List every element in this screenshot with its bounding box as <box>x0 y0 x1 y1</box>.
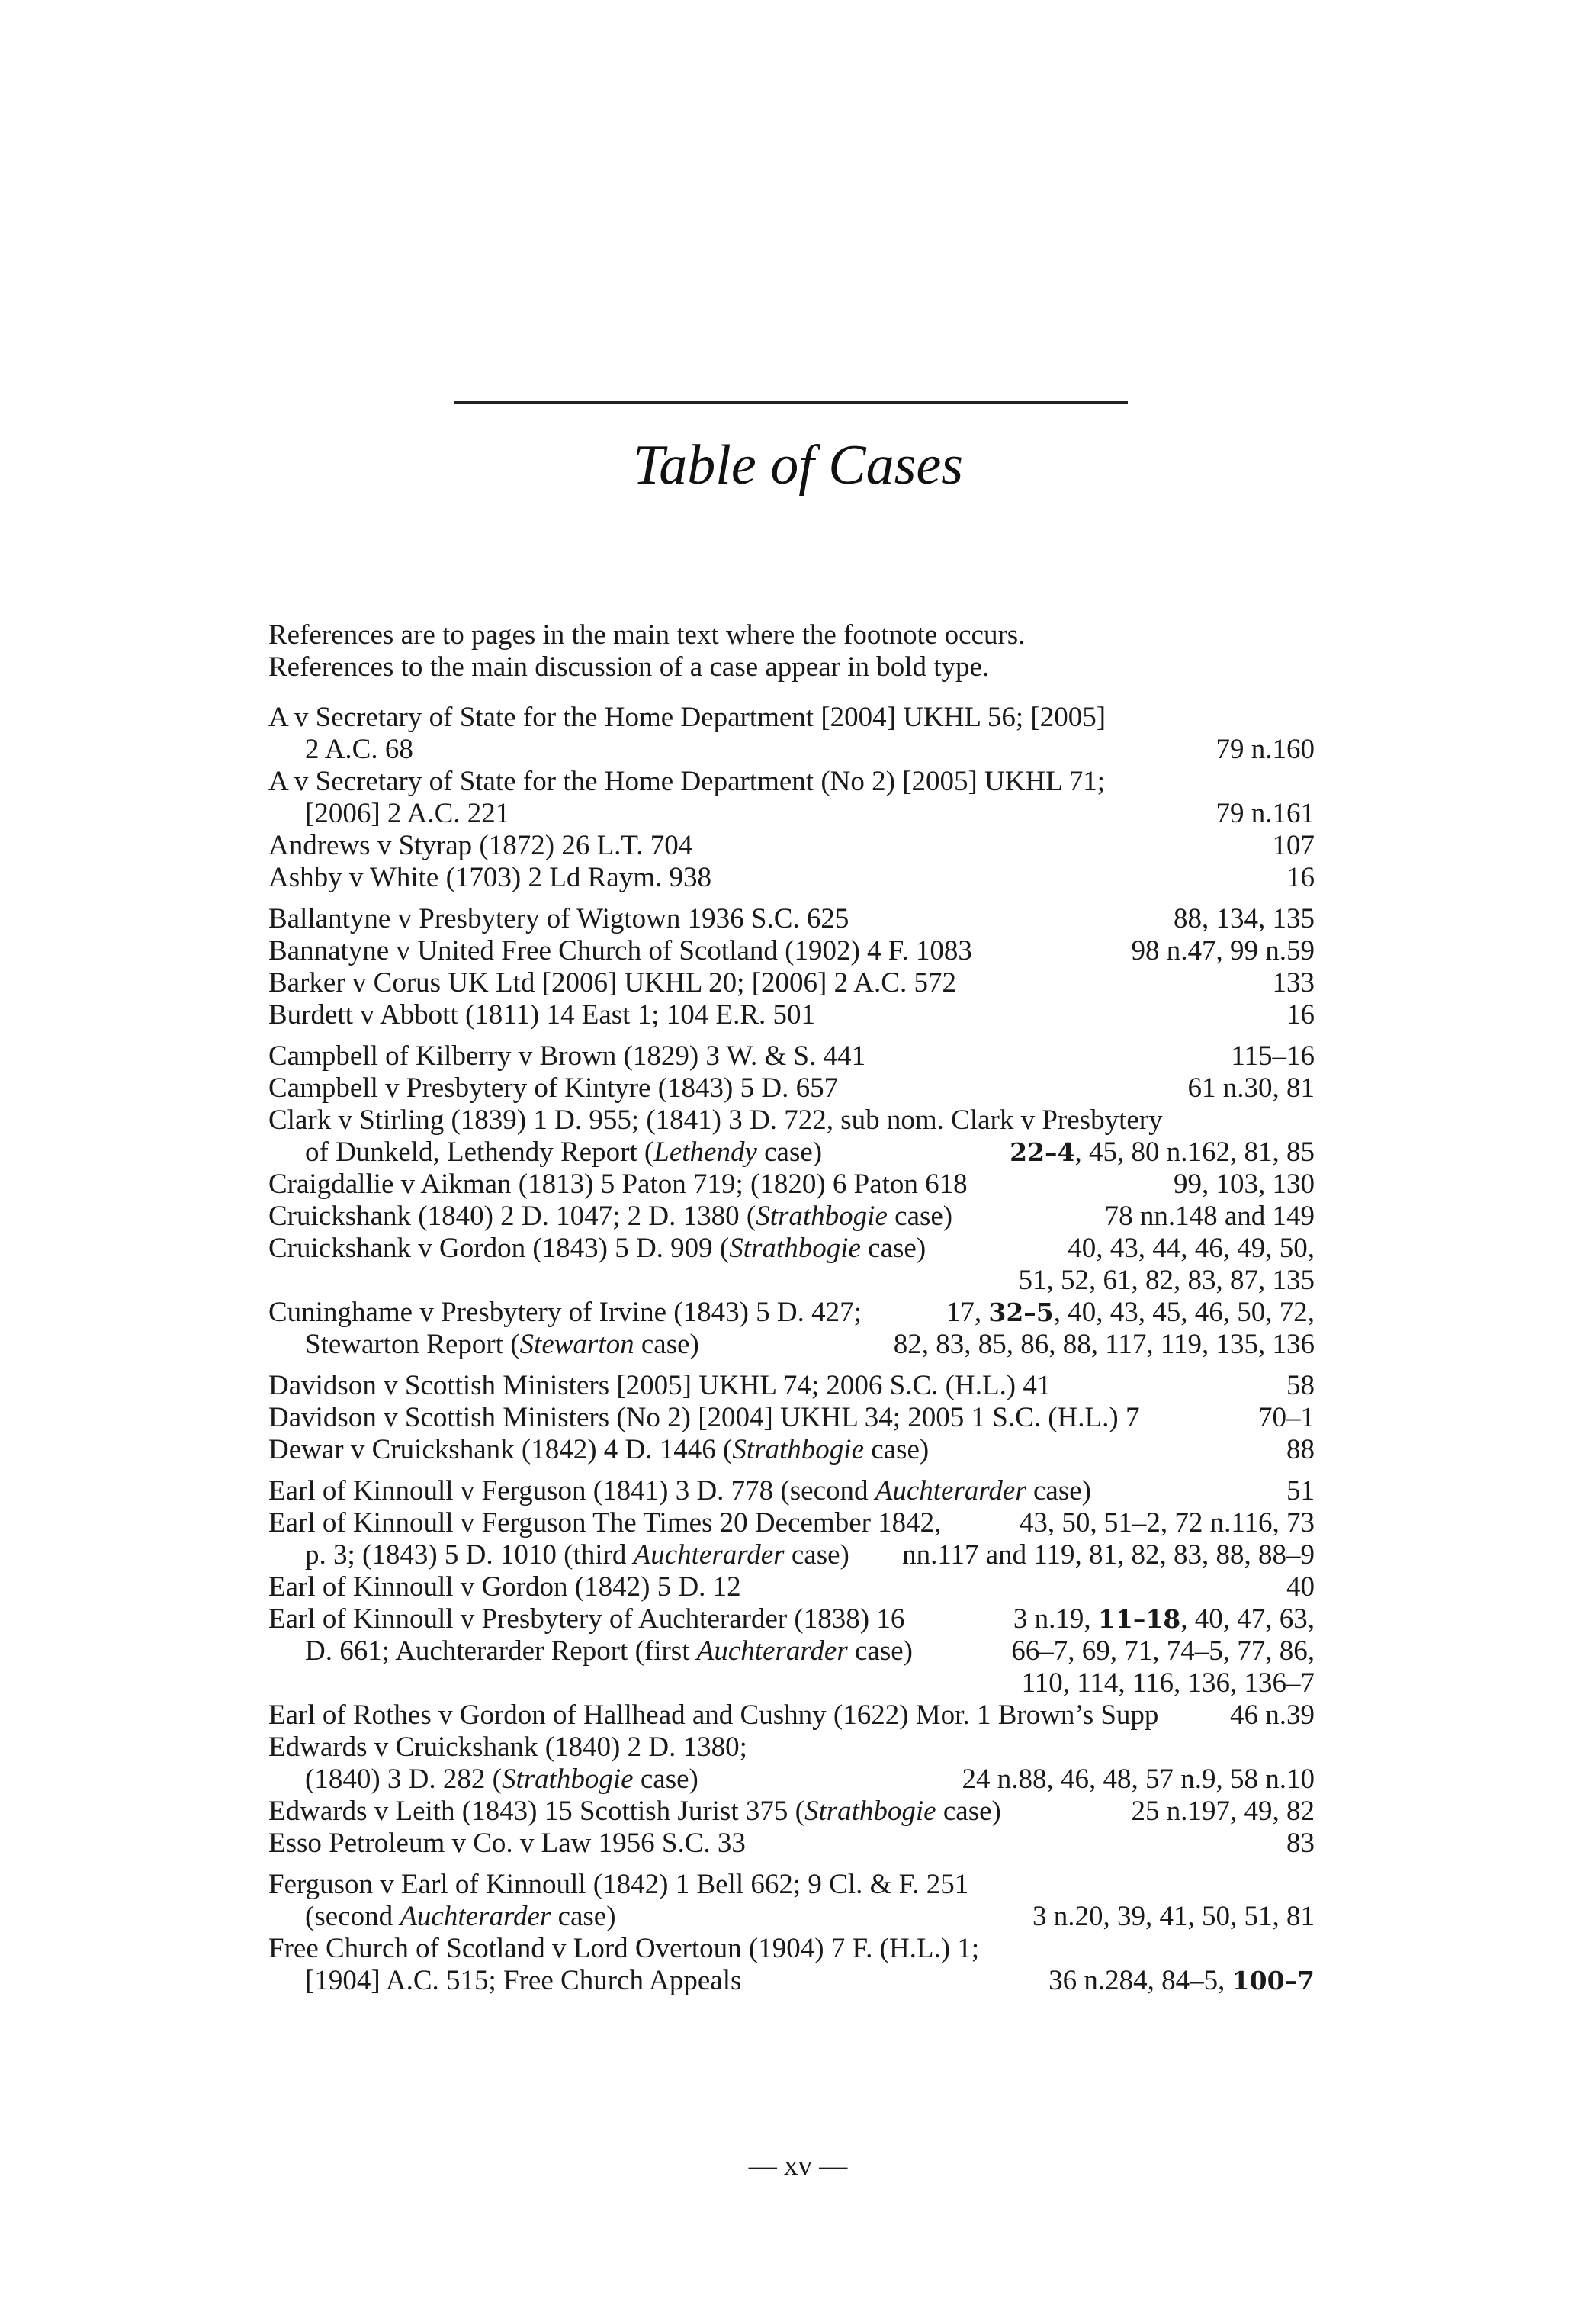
case-entry <box>268 999 1315 1031</box>
case-entry-continuation <box>268 798 1315 830</box>
case-citation: Earl of Kinnoull v Presbytery of Auchterarder (1838) 16 <box>268 1603 905 1635</box>
case-citation: Ashby v White (1703) 2 Ld Raym. 938 <box>268 862 711 893</box>
page-references: 40, 43, 44, 46, 49, 50, <box>1068 1233 1315 1264</box>
case-citation: Craigdallie v Aikman (1813) 5 Paton 719; (1820) 6 Paton 618 <box>268 1169 968 1200</box>
case-citation: Free Church of Scotland v Lord Overtoun (1904) 7 F. (H.L.) 1; <box>268 1933 980 1964</box>
case-citation: 2 A.C. 68 <box>305 734 413 765</box>
case-entry <box>268 903 1315 935</box>
case-entry-continuation <box>268 1539 1315 1571</box>
case-entry <box>268 1402 1315 1434</box>
case-citation: Campbell of Kilberry v Brown (1829) 3 W. & S. 441 <box>268 1040 866 1072</box>
case-entry-continuation <box>268 1635 1315 1667</box>
page-references: 17, 32–5, 40, 43, 45, 46, 50, 72, <box>946 1297 1315 1328</box>
case-entry <box>268 1869 1315 1901</box>
case-entry <box>268 1699 1315 1731</box>
case-entry <box>268 1265 1315 1297</box>
page-references: 107 <box>1272 830 1315 861</box>
case-entry <box>268 830 1315 862</box>
page-references: 110, 114, 116, 136, 136–7 <box>1021 1667 1315 1699</box>
page-references: 79 n.160 <box>1215 734 1315 765</box>
case-entry <box>268 1434 1315 1466</box>
page-references: 40 <box>1286 1571 1315 1603</box>
page-references: 36 n.284, 84–5, 100–7 <box>1048 1965 1315 1996</box>
case-citation: Edwards v Leith (1843) 15 Scottish Jurist 375 (Strathbogie case) <box>268 1796 1001 1827</box>
case-citation: Davidson v Scottish Ministers [2005] UKHL 74; 2006 S.C. (H.L.) 41 <box>268 1370 1052 1401</box>
case-citation: Bannatyne v United Free Church of Scotland (1902) 4 F. 1083 <box>268 935 972 966</box>
case-entry <box>268 1169 1315 1201</box>
page-references: 88 <box>1286 1434 1315 1465</box>
page-references: 3 n.19, 11–18, 40, 47, 63, <box>1013 1603 1315 1635</box>
case-entry <box>268 702 1315 734</box>
case-citation: Esso Petroleum v Co. v Law 1956 S.C. 33 <box>268 1828 746 1859</box>
group-spacer <box>268 1031 1315 1040</box>
case-citation: Cuninghame v Presbytery of Irvine (1843) 5 D. 427; <box>268 1297 862 1328</box>
group-spacer <box>268 1860 1315 1869</box>
case-citation: Stewarton Report (Stewarton case) <box>305 1329 699 1360</box>
case-entry <box>268 935 1315 967</box>
page-references: nn.117 and 119, 81, 82, 83, 88, 88–9 <box>902 1539 1315 1571</box>
case-citation: [2006] 2 A.C. 221 <box>305 798 510 829</box>
case-entry <box>268 1796 1315 1828</box>
case-citation: A v Secretary of State for the Home Department [2004] UKHL 56; [2005] <box>268 702 1106 733</box>
case-entry <box>268 1370 1315 1402</box>
case-citation: Ferguson v Earl of Kinnoull (1842) 1 Bell 662; 9 Cl. & F. 251 <box>268 1869 969 1900</box>
page-references: 98 n.47, 99 n.59 <box>1131 935 1315 966</box>
case-entry <box>268 1507 1315 1539</box>
intro-note <box>268 619 1328 683</box>
page-references: 61 n.30, 81 <box>1187 1072 1315 1104</box>
case-citation: A v Secretary of State for the Home Department (No 2) [2005] UKHL 71; <box>268 766 1106 797</box>
page-references: 22–4, 45, 80 n.162, 81, 85 <box>1010 1137 1315 1168</box>
case-entry <box>268 1072 1315 1104</box>
case-entry-continuation <box>268 1901 1315 1933</box>
page-references: 46 n.39 <box>1230 1699 1315 1731</box>
title-rule <box>454 401 1128 404</box>
page-references: 133 <box>1272 967 1315 998</box>
case-entry <box>268 1933 1315 1965</box>
page-references: 115–16 <box>1231 1040 1315 1072</box>
case-entry-continuation <box>268 1764 1315 1796</box>
group-spacer <box>268 894 1315 903</box>
page-references: 78 nn.148 and 149 <box>1104 1201 1315 1232</box>
page-references: 43, 50, 51–2, 72 n.116, 73 <box>1019 1507 1315 1539</box>
case-entry <box>268 1104 1315 1137</box>
page-references: 83 <box>1286 1828 1315 1859</box>
case-citation: Edwards v Cruickshank (1840) 2 D. 1380; <box>268 1731 747 1763</box>
case-citation: Earl of Kinnoull v Gordon (1842) 5 D. 12 <box>268 1571 741 1603</box>
case-citation: Earl of Kinnoull v Ferguson The Times 20 December 1842, <box>268 1507 942 1539</box>
case-entry <box>268 1571 1315 1603</box>
case-entry <box>268 1475 1315 1507</box>
case-entry-continuation <box>268 1965 1315 1997</box>
case-citation: Ballantyne v Presbytery of Wigtown 1936 S.C. 625 <box>268 903 849 934</box>
case-entry <box>268 1603 1315 1635</box>
case-entry <box>268 1201 1315 1233</box>
case-citation: Cruickshank v Gordon (1843) 5 D. 909 (Strathbogie case) <box>268 1233 926 1264</box>
case-entry <box>268 862 1315 894</box>
case-list <box>268 702 1315 1997</box>
page-references: 99, 103, 130 <box>1174 1169 1315 1200</box>
case-citation: Clark v Stirling (1839) 1 D. 955; (1841) 3 D. 722, sub nom. Clark v Presbytery <box>268 1104 1163 1136</box>
case-citation: Davidson v Scottish Ministers (No 2) [2004] UKHL 34; 2005 1 S.C. (H.L.) 7 <box>268 1402 1140 1433</box>
case-citation: Earl of Rothes v Gordon of Hallhead and Cushny (1622) Mor. 1 Brown’s Supp <box>268 1699 1159 1731</box>
case-entry <box>268 1731 1315 1764</box>
case-entry <box>268 766 1315 798</box>
page-references: 16 <box>1286 862 1315 893</box>
page-references: 66–7, 69, 71, 74–5, 77, 86, <box>1011 1635 1315 1667</box>
page-number: — xv — <box>748 2150 848 2182</box>
case-citation: [1904] A.C. 515; Free Church Appeals <box>305 1965 742 1996</box>
page-references: 88, 134, 135 <box>1174 903 1315 934</box>
case-citation: p. 3; (1843) 5 D. 1010 (third Auchterarder case) <box>305 1539 849 1571</box>
page-references: 25 n.197, 49, 82 <box>1131 1796 1315 1827</box>
page-references: 51 <box>1286 1475 1315 1506</box>
case-citation: Andrews v Styrap (1872) 26 L.T. 704 <box>268 830 693 861</box>
case-entry <box>268 1233 1315 1265</box>
case-entry <box>268 1040 1315 1072</box>
case-citation: Barker v Corus UK Ltd [2006] UKHL 20; [2006] 2 A.C. 572 <box>268 967 956 998</box>
page-references: 16 <box>1286 999 1315 1031</box>
page-references: 82, 83, 85, 86, 88, 117, 119, 135, 136 <box>893 1329 1315 1360</box>
case-entry-continuation <box>268 734 1315 766</box>
case-entry <box>268 967 1315 999</box>
page-references: 3 n.20, 39, 41, 50, 51, 81 <box>1032 1901 1315 1932</box>
case-citation: D. 661; Auchterarder Report (first Auchterarder case) <box>305 1635 913 1667</box>
group-spacer <box>268 1466 1315 1475</box>
case-entry-continuation <box>268 1137 1315 1169</box>
case-entry <box>268 1828 1315 1860</box>
page-references: 51, 52, 61, 82, 83, 87, 135 <box>1018 1265 1315 1296</box>
case-citation: (1840) 3 D. 282 (Strathbogie case) <box>305 1764 698 1795</box>
case-entry-continuation <box>268 1329 1315 1361</box>
page-references: 24 n.88, 46, 48, 57 n.9, 58 n.10 <box>962 1764 1315 1795</box>
case-citation: (second Auchterarder case) <box>305 1901 616 1932</box>
intro-line: References are to pages in the main text where the footnote occurs. <box>268 619 1026 651</box>
case-entry <box>268 1667 1315 1699</box>
intro-line: References to the main discussion of a case appear in bold type. <box>268 651 990 683</box>
case-citation: Earl of Kinnoull v Ferguson (1841) 3 D. 778 (second Auchterarder case) <box>268 1475 1091 1506</box>
page-title: Table of Cases <box>632 434 964 497</box>
case-citation: Burdett v Abbott (1811) 14 East 1; 104 E.R. 501 <box>268 999 816 1031</box>
page-references: 58 <box>1286 1370 1315 1401</box>
case-citation: Cruickshank (1840) 2 D. 1047; 2 D. 1380 (Strathbogie case) <box>268 1201 953 1232</box>
case-citation: of Dunkeld, Lethendy Report (Lethendy case) <box>305 1137 823 1168</box>
page-references: 79 n.161 <box>1215 798 1315 829</box>
group-spacer <box>268 1361 1315 1370</box>
case-citation: Campbell v Presbytery of Kintyre (1843) 5 D. 657 <box>268 1072 839 1104</box>
case-citation: Dewar v Cruickshank (1842) 4 D. 1446 (Strathbogie case) <box>268 1434 930 1465</box>
page-references: 70–1 <box>1258 1402 1315 1433</box>
case-entry <box>268 1297 1315 1329</box>
